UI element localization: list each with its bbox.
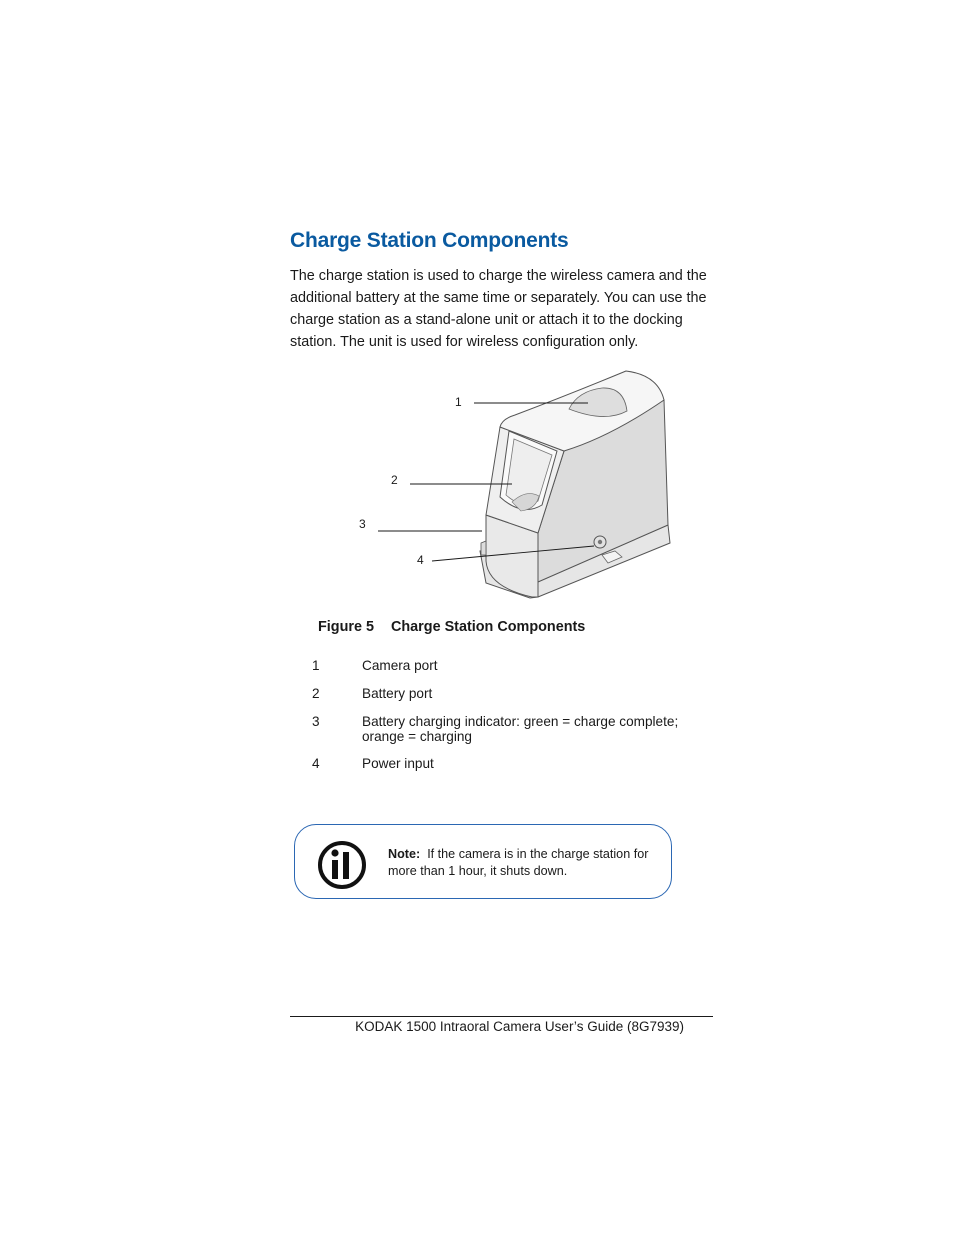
note-label: Note: <box>388 847 421 861</box>
legend-number: 3 <box>312 714 320 729</box>
charge-station-figure <box>340 365 680 610</box>
page-title: Charge Station Components <box>290 229 569 252</box>
figure-title: Charge Station Components <box>391 619 586 635</box>
legend-text: Battery charging indicator: green = charge complete; orange = charging <box>362 714 679 744</box>
callout-1: 1 <box>455 395 462 409</box>
legend-number: 4 <box>312 756 320 771</box>
note-text <box>388 846 668 880</box>
figure-caption <box>318 619 585 635</box>
callout-4: 4 <box>417 553 424 567</box>
callout-3: 3 <box>359 517 366 531</box>
legend-number: 1 <box>312 658 320 673</box>
legend-text: Battery port <box>362 686 433 701</box>
note-body: If the camera is in the charge station for more than 1 hour, it shuts down. <box>388 847 649 878</box>
figure-number: Figure 5 <box>318 619 374 635</box>
legend-text: Power input <box>362 756 434 771</box>
footer-text: KODAK 1500 Intraoral Camera User’s Guide (8G7939) <box>355 1019 684 1034</box>
legend-number: 2 <box>312 686 320 701</box>
legend-text: Camera port <box>362 658 438 673</box>
callout-2: 2 <box>391 473 398 487</box>
info-icon <box>317 840 367 890</box>
footer-divider <box>290 1016 713 1017</box>
charge-station-illustration <box>340 365 680 610</box>
intro-paragraph: The charge station is used to charge the wireless camera and the additional battery at the same time or separately. You can use the charge station as a stand-alone unit or attach it to the docking station. The unit is used for wireless configuration only. <box>290 268 707 350</box>
note-box <box>294 824 672 899</box>
